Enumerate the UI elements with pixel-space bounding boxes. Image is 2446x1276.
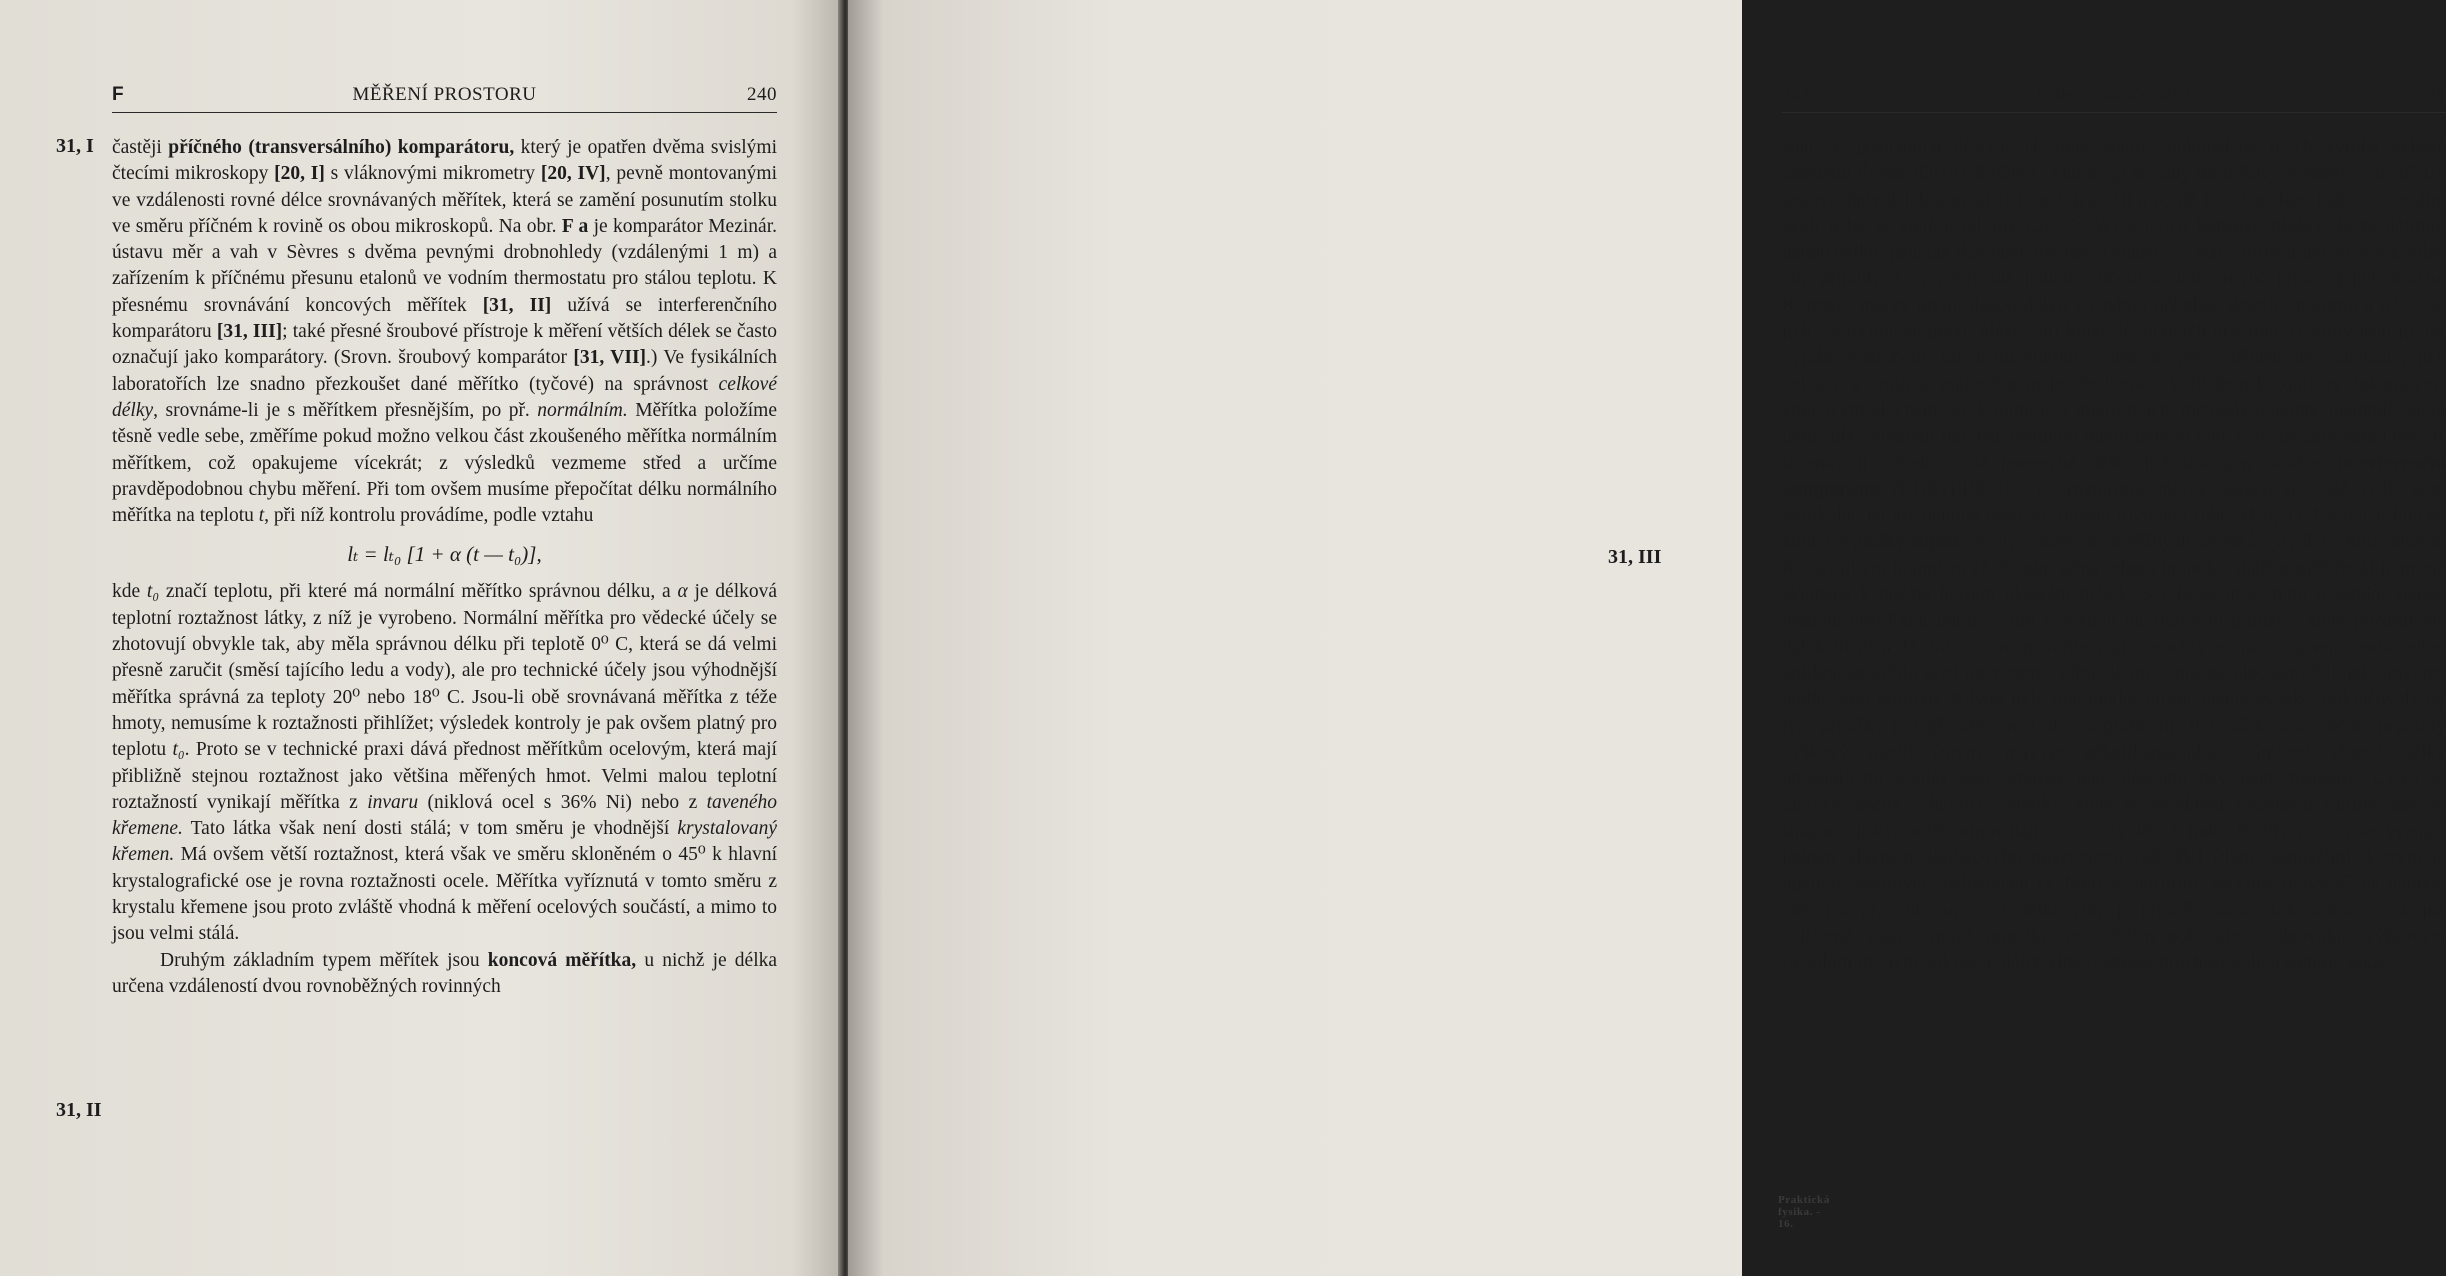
italic-run: stellitu (1900, 215, 1954, 237)
text-run: Tato látka však není dosti stálá; v tom směru je vhodnější (182, 818, 678, 840)
margin-label-31-iii: 31, III (1608, 546, 1662, 568)
text-run: u nichž je délka určena vzdáleností dvou rovnoběžných rovinných (112, 949, 778, 997)
paragraph (112, 948, 777, 1001)
text-run: který je opatřen dvěma svislými čtecími mikroskopy (112, 137, 777, 185)
text-run: je délková teplotní roztažnost látky, z níž je vyrobeno. Normální měřítka pro vědecké účely se zhotovují obvykle tak, aby měla správnou délku při teplotě 0⁰ C, která se dá velmi přesně zaručit (směsí tajícího ledu a vody), ale pro technické účely jsou výhodnější měřítka správná za teploty 20⁰ nebo 18⁰ C. Jsou-li obě srovnávaná měřítka z téže hmoty, nemusíme k roztažnosti přihlížet; výsledek kontroly je pak ovšem platný pro teplotu (112, 581, 778, 761)
section-title: Délkové rozměry těles (2036, 86, 2192, 103)
text-run: . Proto se v technické praxi dává přednost měřítkům ocelovým, která mají přibližně stejnou roztažnost jako většina měřených hmot. Velmi malou teplotní roztažností vynikají měřítka z (112, 739, 777, 813)
bold-run: interferenční komparátor (1782, 452, 2446, 500)
bold-run: [20, I] (274, 163, 325, 185)
italic-run: t₀ (146, 581, 160, 603)
text-run: Druhým základním typem měřítek jsou (160, 949, 488, 971)
text-run: je komparátor Mezinár. ústavu měr a vah v Sèvres s dvěma pevnými drobnohledy (vzdálenými 1 m) a zařízením k příčnému přesunu etalonů ve vodním thermostatu pro stálou teplotu. K přesnému srovnávání koncových měřítek (112, 215, 777, 316)
text-run: , 1). Na jejich hořejší koncové plošky dopadá svislý svazek rovnoběžných paprsků vytvořený kolimátorem (1782, 505, 2446, 553)
text-run: .) Ve fysikálních laboratořích lze snadno přezkoušet dané měřítko (tyčové) na správnost (112, 347, 777, 395)
section-number: 31 (2426, 84, 2446, 105)
text-run: , při níž kontrolu provádíme, podle vztahu (264, 505, 594, 527)
text-run: stěn. V posledních desetiletích byla velmi zdokonalena jejich výroba zvláště zásluhou Švéda JOHANSSONA. Zhotovují se sady (1782, 137, 2446, 185)
bold-run: příčného (transversálního) komparátoru, (168, 137, 515, 158)
italic-run: H (1972, 557, 1987, 579)
italic-run: stejně jmenovité délky (1942, 452, 2131, 474)
text-run: užívá se interferenčního komparátoru (112, 294, 777, 343)
text-run: (niklová ocel s 36% Ni) nebo z (418, 791, 707, 813)
text-run: častěji (112, 137, 169, 158)
right-page-number: 241 (1782, 84, 1812, 105)
italic-run: řádu proužku (1832, 689, 1939, 711)
text-run: , pevně montovanými ve vzdálenosti rovné délce srovnávaných měřítek, která se zamění posunutím stolku ve směru příčném k rovině os obou mikroskopů. Na obr. (112, 163, 778, 237)
text-run: Měřítka položíme těsně vedle sebe, změříme pokud možno velkou část zkoušeného měřítka normálním měřítkem, což opakujeme vícekrát; z výsledků vezmeme střed a určíme pravděpodobnou chybu měření. Při tom ovšem musíme přepočítat délku normálního měřítka na teplotu (112, 399, 777, 527)
italic-run: D (1900, 636, 1916, 658)
italic-run: taveného křemene. (112, 791, 777, 840)
margin-label-31-i: 31, I (56, 135, 94, 157)
italic-run: krystalovaný křemen. (112, 818, 777, 866)
text-run: . Ve složeném světle mají proužky různá zabarvení podle toho, kolikrát se světlo před interferencí odrazilo mezi oběma plochami čili, jak pravíme, podle (1782, 636, 2446, 711)
margin-label-31-ii: 31, II (56, 1099, 102, 1121)
text-run: , srovnáme-li je s měřítkem přesnějším, po př. (153, 399, 538, 421)
italic-run: α (677, 581, 688, 603)
formula: lₜ = lₜ₀ [1 + α (t — t₀)], (347, 542, 542, 567)
left-page (0, 0, 842, 1276)
right-page (848, 0, 2446, 1276)
right-running-head (1782, 82, 2446, 113)
text-run: s vláknovými mikrometry (324, 163, 541, 185)
chapter-title: MĚŘENÍ PROSTORU (352, 84, 537, 105)
text-run: . Spodní stěna tohoto hranolu (slabě postříbřená) je mírně skloněna k oběma horním ploškám měrek. Světlo se mezi nimi a spodní stěnou hranolu několikrát odráží a tím vzniknou interferenční proužky, které pozorujeme dalekohledem (1782, 557, 2446, 658)
italic-run: celkové délky (112, 373, 777, 421)
italic-run: K (1782, 557, 1796, 579)
left-page-number: 240 (747, 84, 777, 105)
paragraph (112, 579, 777, 947)
text-run: , z nichž lze sestavit řady délek stoupajících po 5 μ až 10 μ po př. i po 1 μ. Jsou buď ze speciální oceli nebo ze (1782, 163, 2446, 237)
bold-run: [31, II] (482, 294, 552, 316)
bold-run: koncová měřítka, (487, 949, 637, 971)
text-run: a dvojitým hranolem (1795, 557, 1973, 579)
text-run: (dvojvláknového), kterým je opatřen pozorovací dalekohled (1782, 847, 2446, 895)
text-run: (KÖSTERS 1922). Srovnávané měrky postaví se těsně vedle sebe vertikálně na křemennou destičku přesně rovinnou (obr. (1782, 478, 2446, 527)
text-run: Má ovšem větší roztažnost, která však ve směru skloněném o 45⁰ k hlavní krystalografické ose je rovna roztažnosti ocele. Měřítka vyříznutá v tomto směru z krystalu křemene jsou proto zvláště vhodná k měření ocelových součástí, a mimo to jsou velmi stálá. (112, 844, 777, 945)
right-body-text (1782, 135, 2446, 977)
bold-run: [20, IV] (2133, 847, 2203, 869)
left-running-head (112, 82, 777, 113)
italic-run: t (258, 505, 265, 527)
italic-run: D (2036, 873, 2051, 895)
bold-run: F a (561, 215, 589, 237)
paragraph (112, 135, 777, 529)
page-footer: Praktická fysika. - 16. (1778, 1194, 1830, 1230)
italic-run: normálním. (537, 399, 628, 421)
italic-run: a (2263, 505, 2274, 527)
section-letter: F (112, 84, 125, 105)
text-run: kde (112, 581, 147, 603)
italic-run: destičkových měrek (2196, 163, 2350, 185)
bold-run: [31, III] (216, 321, 283, 343)
text-run: . Nato se odfiltrují všechny barvy až na jedinou čáru (na př. zelenou), jejíž délka vlny je přesně známa. Tak dostaneme stejně vzdálené, ostré, tmavé proužky ve světlém poli, které odpovídají výškovým rozdílům rovným poloviční délce vlny (paprsek prochází dolů a nahoru, takže (1782, 873, 2446, 974)
text-run: byl sestrojen zvláštní (2130, 452, 2339, 474)
italic-run: invaru (367, 791, 419, 813)
bold-run: 31 (2237, 505, 2257, 527)
bold-run: [20, IV] (540, 163, 606, 185)
bold-run: [31, VII] (573, 347, 647, 369)
paragraph (1782, 135, 2446, 977)
text-run: . Kdyby byly obě měrky přesně stejně vysoké, pokračovaly by tyto proužky bez přerušení nad oběma ploškami. Je-li však mezi oběma nepatrný výškový rozdíl (rovný nejvýše několikanásobku průměrné vlnové délky dopadajícího světla) jsou proužky nad ploškami navzájem posunuty. Užívá se obvykle světla z heliové výbojky, které se vhodným způsobem filtruje, aby se snadno zjistily sobě odpovídající proužky téhož řádu. Každý z nich se vyznačí jedním vláknem okulárového mikrometru (1782, 689, 2446, 869)
text-run: značí teplotu, při které má normální měřítko správnou délku, a (159, 581, 678, 603)
text-run: ; také přesné šroubové přístroje k měření větších délek se často označují jako komparátory. (Srovn. šroubový komparátor (112, 321, 777, 369)
text-run: (slitiny Co, Cr, W) a jejich koncové plošky (které definují danou délku) jsou tak dokonale rovinné a hladké, že stačí přitlačit dvě měrky k sobě, aby přilnuly a vytvořily tak jedinou měrku o délce rovné přesně jejich součtu. Koncové měrky určují danou délku s chybou několika desetin mikronu a užívá se jich i v technické praxi, hlavně při kontrole měřicích přístrojů. Ačkoliv jsou již při výrobě podrobeny umělému stárnutí, mění se přece během let poněkud jejich velikost a proto je nutno časem je přezkoušet. Vzhledem k „opticky dokonalým“ koncovým plochám, lze k tomu užít interferenční methody obdobné methodě, která umožnila vyjádření internacionálního metru délkou vlny červené čáry kadmiové. K srovnávání měrek (1782, 215, 2446, 474)
italic-run: t₀ (172, 739, 185, 761)
left-body-text (112, 135, 777, 1000)
